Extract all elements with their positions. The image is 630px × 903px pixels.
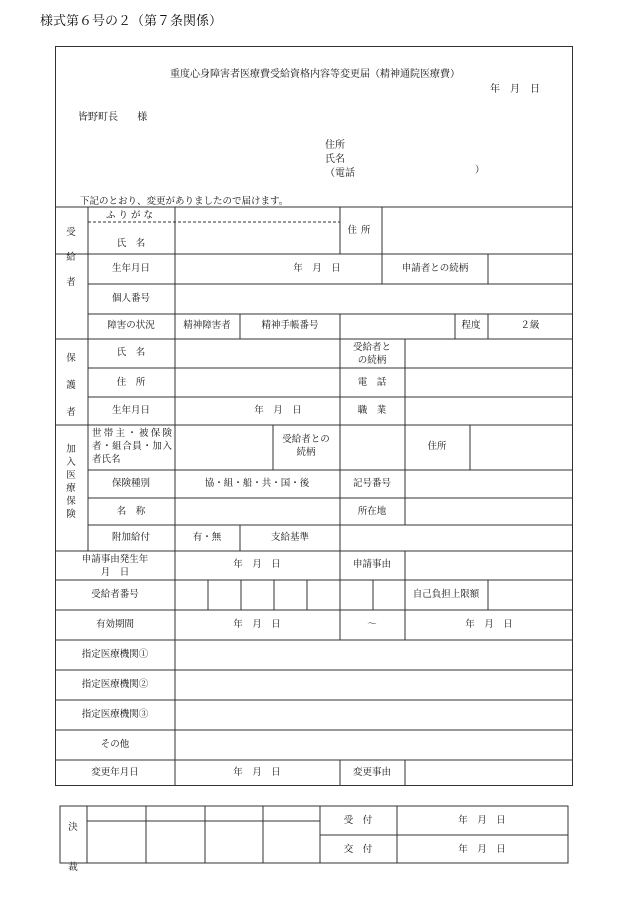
applicant-address-label: 住所 xyxy=(325,140,345,151)
guardian-relation-label: 受給者との続柄 xyxy=(352,342,391,366)
guardian-section-label: 保護者 xyxy=(66,353,76,418)
insurance-relation-label: 受給者との続柄 xyxy=(282,434,330,458)
facility3-label: 指定医療機関③ xyxy=(81,709,149,720)
guardian-occupation-label: 職 業 xyxy=(357,405,387,416)
application-reason-label: 申請事由 xyxy=(352,559,392,570)
form-title: 重度心身障害者医療費受給資格内容等変更届（精神通院医療費） xyxy=(170,69,460,80)
intro-text: 下記のとおり、変更がありましたので届けます。 xyxy=(80,196,289,207)
disability-type-value: 精神障害者 xyxy=(183,320,231,331)
recipient-number-label: 受給者番号 xyxy=(91,589,139,600)
disability-status-label: 障害の状況 xyxy=(107,320,155,331)
valid-from-value: 年 月 日 xyxy=(233,619,281,630)
insurer-name-label: 名 称 xyxy=(116,506,146,517)
location-label: 所在地 xyxy=(357,506,387,517)
applicant-phone-close: ） xyxy=(475,165,485,176)
insurance-type-value: 協・組・船・共・国・後 xyxy=(204,478,310,489)
head-of-household-label: 世帯主・被保険者・組合員・加入者氏名 xyxy=(92,428,172,465)
valid-to-value: 年 月 日 xyxy=(465,619,513,630)
insurance-type-label: 保険種別 xyxy=(111,478,151,489)
additional-benefit-value: 有・無 xyxy=(192,532,222,543)
insurance-section-label: 加入医療保険 xyxy=(66,444,76,520)
personal-number-label: 個人番号 xyxy=(111,293,151,304)
facility2-label: 指定医療機関② xyxy=(81,679,149,690)
form-number: 様式第６号の２（第７条関係） xyxy=(40,14,223,29)
guardian-address-label: 住 所 xyxy=(116,377,146,388)
insurance-address-label: 住所 xyxy=(427,441,447,452)
copay-limit-label: 自己負担上限額 xyxy=(412,589,480,600)
guardian-name-label: 氏 名 xyxy=(116,347,146,358)
change-date-value: 年 月 日 xyxy=(233,767,281,778)
degree-label: 程度 xyxy=(461,320,481,331)
furigana-label: ふりがな xyxy=(105,210,157,221)
addressee xyxy=(78,108,147,123)
facility1-label: 指定医療機関① xyxy=(81,649,149,660)
reason-date-value: 年 月 日 xyxy=(233,559,281,570)
recipient-name-label: 氏 名 xyxy=(116,238,146,249)
approval-label: 決裁 xyxy=(68,822,78,873)
guardian-phone-label: 電 話 xyxy=(357,377,387,388)
submission-date: 年 月 日 xyxy=(490,84,540,95)
guardian-birthdate-label: 生年月日 xyxy=(111,405,151,416)
symbol-number-label: 記号番号 xyxy=(352,478,392,489)
received-date: 年 月 日 xyxy=(458,815,506,826)
valid-period-label: 有効期間 xyxy=(95,619,135,630)
handbook-number-label: 精神手帳番号 xyxy=(261,320,319,331)
guardian-birthdate-value: 年 月 日 xyxy=(254,405,302,416)
payment-standard-label: 支給基準 xyxy=(270,532,310,543)
recipient-address-label: 住所 xyxy=(347,225,375,236)
tilde: ～ xyxy=(367,619,377,630)
additional-benefit-label: 附加給付 xyxy=(111,532,151,543)
addressee-suffix: 様 xyxy=(137,112,148,123)
applicant-name-label: 氏名 xyxy=(325,154,345,165)
applicant-relation-label: 申請者との続柄 xyxy=(401,263,469,274)
issued-date: 年 月 日 xyxy=(458,844,506,855)
degree-value: ２級 xyxy=(520,320,540,331)
recipient-birthdate-value: 年 月 日 xyxy=(293,263,341,274)
received-label: 受 付 xyxy=(343,815,373,826)
reason-date-label: 申請事由発生年 月 日 xyxy=(81,554,158,578)
recipient-birthdate-label: 生年月日 xyxy=(111,263,151,274)
change-reason-label: 変更事由 xyxy=(352,767,392,778)
change-date-label: 変更年月日 xyxy=(91,767,139,778)
recipient-section-label: 受給者 xyxy=(66,227,76,288)
issued-label: 交 付 xyxy=(343,844,373,855)
applicant-phone-label: （電話 xyxy=(325,168,355,179)
addressee-name: 皆野町長 xyxy=(78,112,118,123)
other-label: その他 xyxy=(100,739,130,750)
